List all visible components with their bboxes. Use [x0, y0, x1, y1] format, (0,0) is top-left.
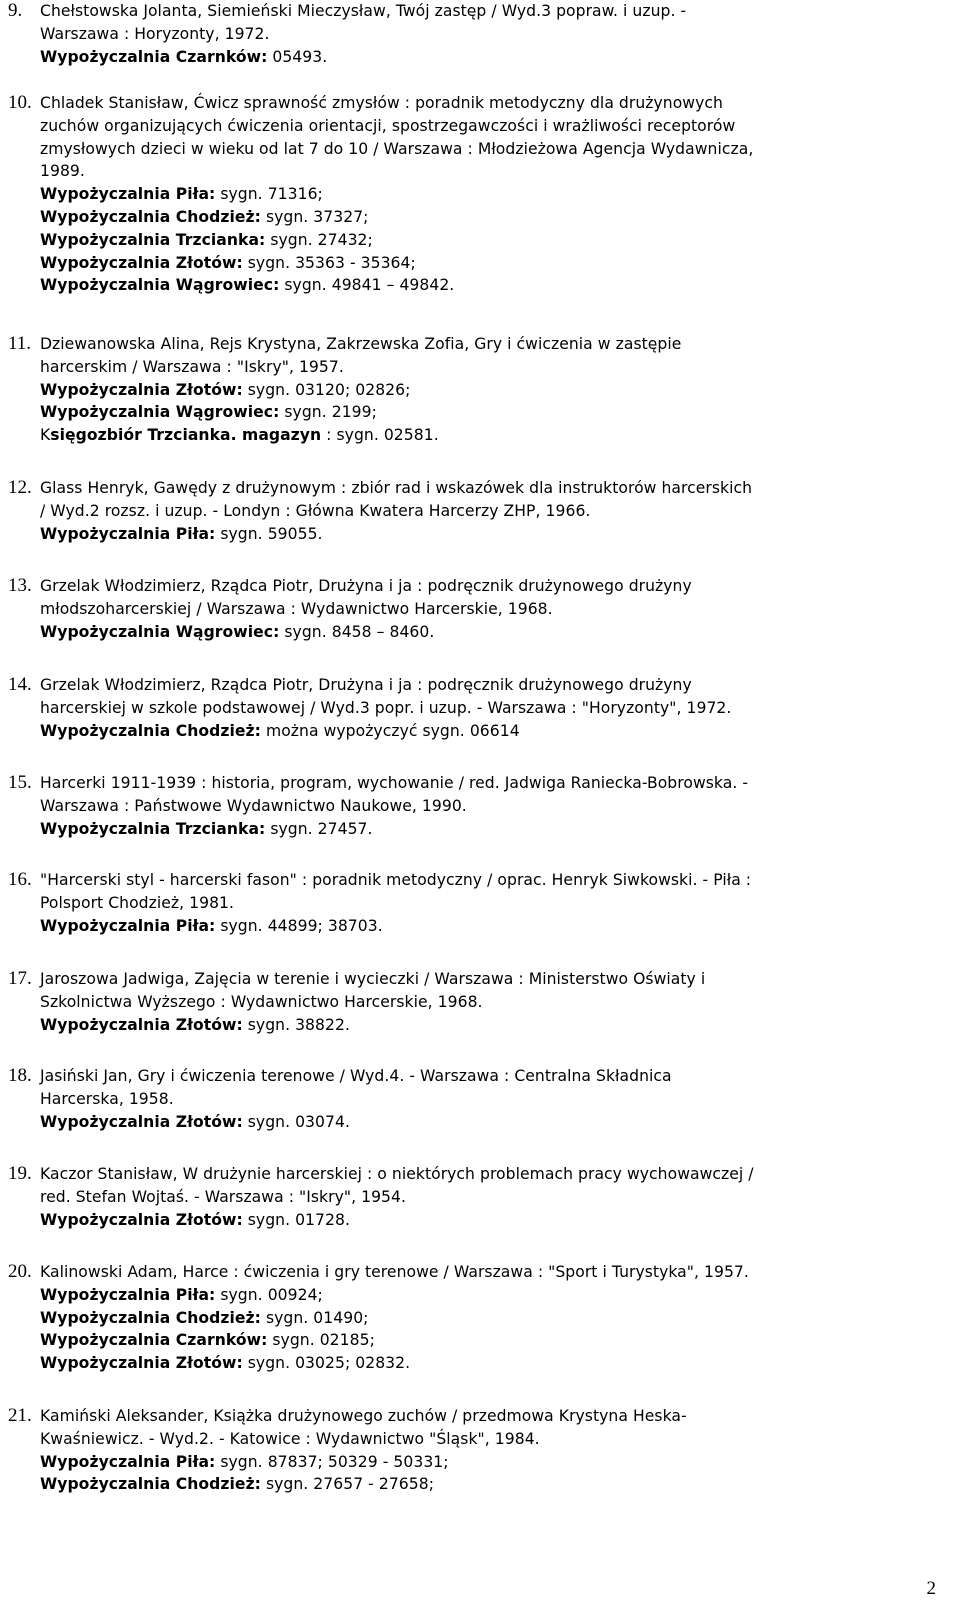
call-number: 05493. — [267, 47, 328, 66]
holding-line — [40, 1307, 953, 1330]
bibliography-entry — [8, 869, 953, 937]
entry-text — [40, 477, 953, 545]
call-number: sygn. 03074. — [242, 1112, 350, 1131]
library-name: Wypożyczalnia Piła: — [40, 524, 216, 543]
entry-number: 14. — [8, 674, 32, 695]
entry-text — [40, 968, 953, 1036]
page-number: 2 — [926, 1578, 936, 1599]
citation-line: red. Stefan Wojtaś. - Warszawa : "Iskry", 1954. — [40, 1187, 407, 1206]
holding-line — [40, 274, 953, 297]
citation-line: Kaczor Stanisław, W drużynie harcerskiej : o niektórych problemach pracy wychowawczej / — [40, 1165, 754, 1183]
library-name: Wypożyczalnia Piła: — [40, 185, 216, 204]
call-number: sygn. 35363 - 35364; — [242, 253, 416, 272]
citation-line: Polsport Chodzież, 1981. — [40, 893, 235, 912]
citation-line: zuchów organizujących ćwiczenia orientacji, spostrzegawczości i wrażliwości receptorów — [40, 116, 736, 135]
citation-line: 1989. — [40, 162, 85, 181]
library-name: Wypożyczalnia Złotów: — [40, 253, 243, 272]
citation-line: Chełstowska Jolanta, Siemieński Mieczysław, Twój zastęp / Wyd.3 popraw. i uzup. - — [40, 2, 687, 20]
holding-line — [40, 1451, 953, 1474]
citation-line: Dziewanowska Alina, Rejs Krystyna, Zakrzewska Zofia, Gry i ćwiczenia w zastępie — [40, 335, 682, 353]
call-number: sygn. 27657 - 27658; — [260, 1475, 435, 1494]
holding-line — [40, 1014, 953, 1037]
citation-line: harcerskim / Warszawa : "Iskry", 1957. — [40, 357, 344, 376]
citation-line: Warszawa : Państwowe Wydawnictwo Naukowe, 1990. — [40, 796, 467, 815]
citation-line: Harcerki 1911-1939 : historia, program, wychowanie / red. Jadwiga Raniecka-Bobrowska. - — [40, 774, 749, 792]
holding-line — [40, 401, 953, 424]
bibliography-entry — [8, 92, 953, 297]
bibliography-entry — [8, 968, 953, 1036]
call-number: sygn. 01728. — [242, 1210, 350, 1229]
entry-text — [40, 1065, 953, 1133]
entry-number: 12. — [8, 477, 32, 498]
library-name: Wypożyczalnia Złotów: — [40, 1015, 243, 1034]
entry-number: 15. — [8, 772, 32, 793]
call-number: sygn. 27457. — [265, 819, 373, 838]
call-number: sygn. 27432; — [265, 230, 373, 249]
holding-line — [40, 1284, 953, 1307]
citation-line: "Harcerski styl - harcerski fason" : poradnik metodyczny / oprac. Henryk Siwkowski. - Piła : — [40, 871, 752, 889]
holding-line — [40, 720, 953, 743]
library-name: Wypożyczalnia Złotów: — [40, 1354, 243, 1373]
call-number: sygn. 37327; — [260, 207, 369, 226]
bibliography-entry — [8, 772, 953, 840]
call-number: sygn. 71316; — [215, 185, 323, 204]
entry-text — [40, 674, 953, 742]
library-name: Wypożyczalnia Złotów: — [40, 1210, 243, 1229]
library-name: Wypożyczalnia Piła: — [40, 916, 216, 935]
citation-line: Grzelak Włodzimierz, Rządca Piotr, Drużyna i ja : podręcznik drużynowego drużyny — [40, 577, 692, 595]
bibliography-entry — [8, 477, 953, 545]
citation-line: Szkolnictwa Wyższego : Wydawnictwo Harcerskie, 1968. — [40, 992, 483, 1011]
entry-number: 10. — [8, 92, 32, 113]
call-number: sygn. 01490; — [260, 1308, 369, 1327]
citation-line: Kwaśniewicz. - Wyd.2. - Katowice : Wydawnictwo "Śląsk", 1984. — [40, 1429, 540, 1448]
library-name: Wypożyczalnia Czarnków: — [40, 1331, 268, 1350]
holding-line — [40, 379, 953, 402]
holding-line — [40, 229, 953, 252]
citation-line: zmysłowych dzieci w wieku od lat 7 do 10 / Warszawa : Młodzieżowa Agencja Wydawnicza, — [40, 139, 754, 158]
library-name: Wypożyczalnia Złotów: — [40, 380, 243, 399]
entry-number: 16. — [8, 869, 32, 890]
holding-line — [40, 1329, 953, 1352]
library-name: sięgozbiór Trzcianka. magazyn — [50, 426, 322, 445]
call-number: sygn. 38822. — [242, 1015, 350, 1034]
entry-text — [40, 1163, 953, 1231]
call-number: sygn. 87837; 50329 - 50331; — [215, 1452, 449, 1471]
call-number: sygn. 03120; 02826; — [242, 380, 411, 399]
bibliography-entry — [8, 1065, 953, 1133]
citation-line: Chladek Stanisław, Ćwicz sprawność zmysłów : poradnik metodyczny dla drużynowych — [40, 94, 723, 112]
call-number: sygn. 8458 – 8460. — [279, 622, 435, 641]
entry-text — [40, 575, 953, 643]
call-number: można wypożyczyć sygn. 06614 — [260, 721, 520, 740]
citation-line: Grzelak Włodzimierz, Rządca Piotr, Drużyna i ja : podręcznik drużynowego drużyny — [40, 676, 692, 694]
entry-text — [40, 92, 953, 297]
call-number: sygn. 2199; — [279, 403, 377, 422]
library-name: Wypożyczalnia Trzcianka: — [40, 819, 266, 838]
entry-text — [40, 869, 953, 937]
entry-number: 9. — [8, 0, 23, 21]
library-name: Wypożyczalnia Trzcianka: — [40, 230, 266, 249]
library-name: Wypożyczalnia Piła: — [40, 1285, 216, 1304]
library-name: Wypożyczalnia Chodzież: — [40, 207, 261, 226]
entry-number: 19. — [8, 1163, 32, 1184]
call-number: sygn. 03025; 02832. — [242, 1354, 411, 1373]
bibliography-entry — [8, 333, 953, 447]
holding-line — [40, 1352, 953, 1375]
call-number: sygn. 00924; — [215, 1285, 323, 1304]
entry-text — [40, 0, 953, 68]
entry-number: 13. — [8, 575, 32, 596]
holding-line — [40, 1111, 953, 1134]
holding-prefix: K — [40, 426, 51, 445]
citation-line: Jaroszowa Jadwiga, Zajęcia w terenie i wycieczki / Warszawa : Ministerstwo Oświaty i — [40, 970, 706, 988]
call-number: : sygn. 02581. — [321, 426, 439, 445]
library-name: Wypożyczalnia Wągrowiec: — [40, 403, 280, 422]
bibliography-entry — [8, 1405, 953, 1496]
entry-text — [40, 333, 953, 447]
library-name: Wypożyczalnia Piła: — [40, 1452, 216, 1471]
call-number: sygn. 49841 – 49842. — [279, 276, 455, 295]
library-name: Wypożyczalnia Wągrowiec: — [40, 622, 280, 641]
call-number: sygn. 44899; 38703. — [215, 916, 383, 935]
citation-line: Glass Henryk, Gawędy z drużynowym : zbiór rad i wskazówek dla instruktorów harcerskich — [40, 479, 753, 497]
entry-text — [40, 1261, 953, 1375]
library-name: Wypożyczalnia Chodzież: — [40, 721, 261, 740]
holding-line — [40, 523, 953, 546]
citation-line: Kalinowski Adam, Harce : ćwiczenia i gry terenowe / Warszawa : "Sport i Turystyka", 1957. — [40, 1263, 749, 1281]
bibliography-entry — [8, 1261, 953, 1375]
entry-number: 20. — [8, 1261, 32, 1282]
holding-line — [40, 183, 953, 206]
holding-line — [40, 1473, 953, 1496]
bibliography-entry — [8, 0, 953, 68]
citation-line: Warszawa : Horyzonty, 1972. — [40, 24, 270, 43]
holding-line — [40, 46, 953, 69]
citation-line: młodszoharcerskiej / Warszawa : Wydawnictwo Harcerskie, 1968. — [40, 599, 553, 618]
holding-line — [40, 252, 953, 275]
entry-number: 11. — [8, 333, 32, 354]
citation-line: Harcerska, 1958. — [40, 1089, 174, 1108]
holding-line — [40, 206, 953, 229]
citation-line: Jasiński Jan, Gry i ćwiczenia terenowe / Wyd.4. - Warszawa : Centralna Składnica — [40, 1067, 672, 1085]
library-name: Wypożyczalnia Wągrowiec: — [40, 276, 280, 295]
entry-number: 17. — [8, 968, 32, 989]
bibliography-entry — [8, 674, 953, 742]
library-name: Wypożyczalnia Chodzież: — [40, 1475, 261, 1494]
bibliography-entry — [8, 1163, 953, 1231]
citation-line: Kamiński Aleksander, Książka drużynowego zuchów / przedmowa Krystyna Heska- — [40, 1407, 687, 1425]
library-name: Wypożyczalnia Chodzież: — [40, 1308, 261, 1327]
call-number: sygn. 59055. — [215, 524, 323, 543]
library-name: Wypożyczalnia Złotów: — [40, 1112, 243, 1131]
entry-number: 21. — [8, 1405, 32, 1426]
library-name: Wypożyczalnia Czarnków: — [40, 47, 268, 66]
bibliography-entry — [8, 575, 953, 643]
entry-number: 18. — [8, 1065, 32, 1086]
entry-text — [40, 1405, 953, 1496]
citation-line: harcerskiej w szkole podstawowej / Wyd.3 popr. i uzup. - Warszawa : "Horyzonty", 1972. — [40, 698, 732, 717]
holding-line — [40, 424, 953, 447]
holding-line — [40, 621, 953, 644]
call-number: sygn. 02185; — [267, 1331, 375, 1350]
citation-line: / Wyd.2 rozsz. i uzup. - Londyn : Główna Kwatera Harcerzy ZHP, 1966. — [40, 501, 591, 520]
holding-line — [40, 915, 953, 938]
holding-line — [40, 818, 953, 841]
holding-line — [40, 1209, 953, 1232]
entry-text — [40, 772, 953, 840]
